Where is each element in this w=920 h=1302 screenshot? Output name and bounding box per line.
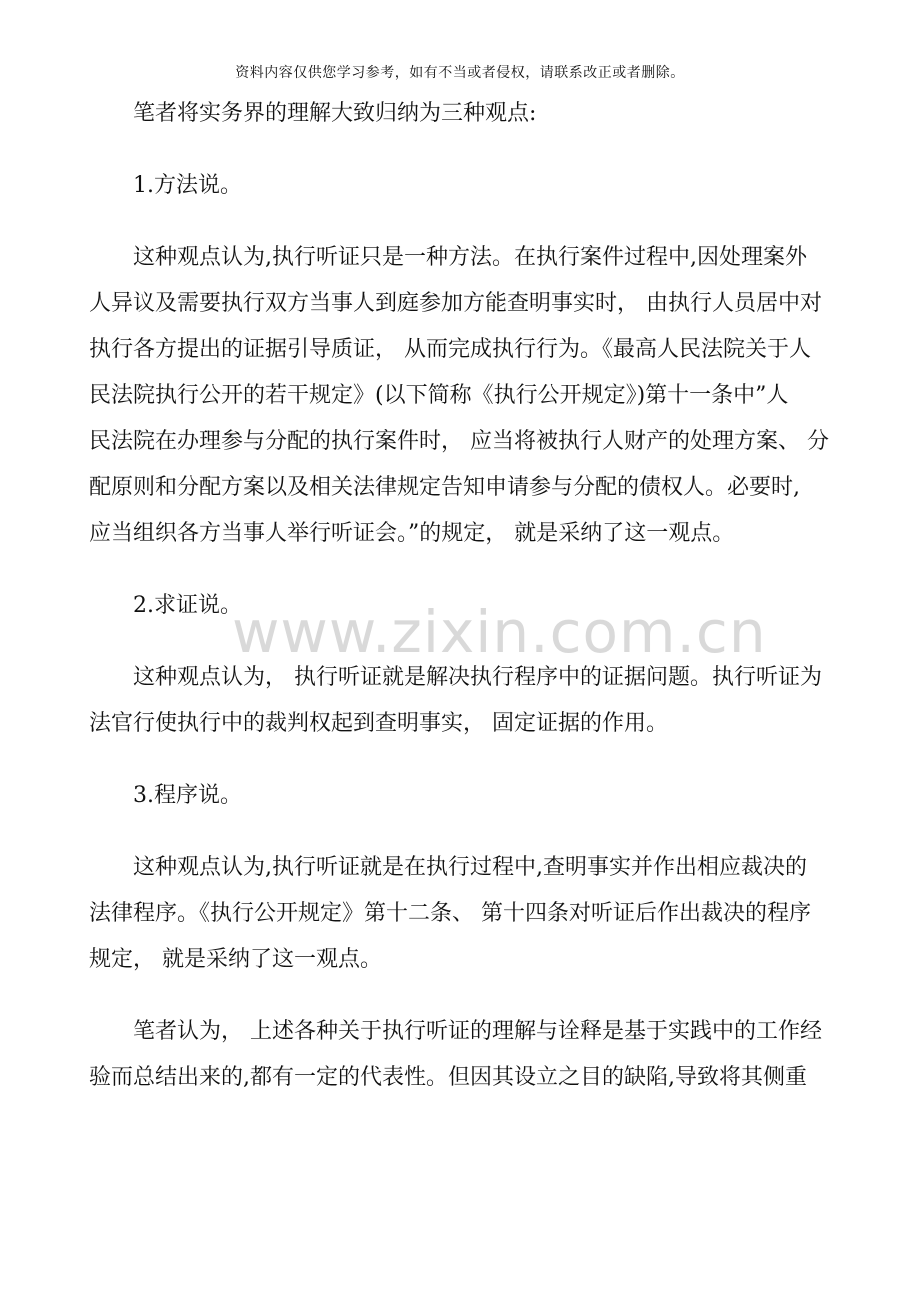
paragraph-intro: [89, 91, 841, 137]
text-line: 法官行使执行中的裁判权起到查明事实， 固定证据的作用。: [89, 711, 668, 736]
paragraph-procedure: [89, 845, 841, 983]
disclaimer-header: 资料内容仅供您学习参考，如有不当或者侵权，请联系改正或者删除。: [235, 65, 685, 81]
text-line: 人异议及需要执行双方当事人到庭参加方能查明事实时， 由执行人员居中对: [89, 291, 822, 316]
text-line: 笔者认为， 上述各种关于执行听证的理解与诠释是基于实践中的工作经: [133, 1019, 822, 1044]
heading-evidence: [89, 583, 841, 629]
text-line: 法律程序。《执行公开规定》第十二条、 第十四条对听证后作出裁决的程序: [89, 901, 811, 926]
document-body: [89, 91, 841, 1101]
paragraph-author-view: [89, 1009, 841, 1101]
text-line: 民法院执行公开的若干规定》(以下简称《执行公开规定》)第十一条中”人: [89, 383, 789, 408]
text-line: 执行各方提出的证据引导质证， 从而完成执行行为。《最高人民法院关于人: [89, 337, 811, 362]
text-line: 民法院在办理参与分配的执行案件时， 应当将被执行人财产的处理方案、 分: [89, 429, 829, 454]
heading-procedure: [89, 773, 841, 819]
site-watermark: www.zixin.com.cn: [232, 598, 767, 666]
paragraph-evidence: [89, 655, 841, 747]
text-line: 验而总结出来的,都有一定的代表性。但因其设立之目的缺陷,导致将其侧重: [89, 1065, 807, 1090]
text-line: 3.程序说。: [133, 783, 242, 808]
text-line: 1.方法说。: [133, 173, 242, 198]
text-line: 规定， 就是采纳了这一观点。: [89, 947, 382, 972]
text-line: 这种观点认为， 执行听证就是解决执行程序中的证据问题。执行听证为: [133, 665, 822, 690]
text-line: 笔者将实务界的理解大致归纳为三种观点:: [133, 101, 537, 126]
heading-method: [89, 163, 841, 209]
paragraph-method: [89, 235, 841, 557]
text-line: 配原则和分配方案以及相关法律规定告知申请参与分配的债权人。必要时,: [89, 475, 800, 500]
text-line: 2.求证说。: [133, 593, 242, 618]
text-line: 应当组织各方当事人举行听证会。”的规定， 就是采纳了这一观点。: [89, 521, 735, 546]
text-line: 这种观点认为,执行听证就是在执行过程中,查明事实并作出相应裁决的: [133, 855, 807, 880]
text-line: 这种观点认为,执行听证只是一种方法。在执行案件过程中,因处理案外: [133, 245, 807, 270]
